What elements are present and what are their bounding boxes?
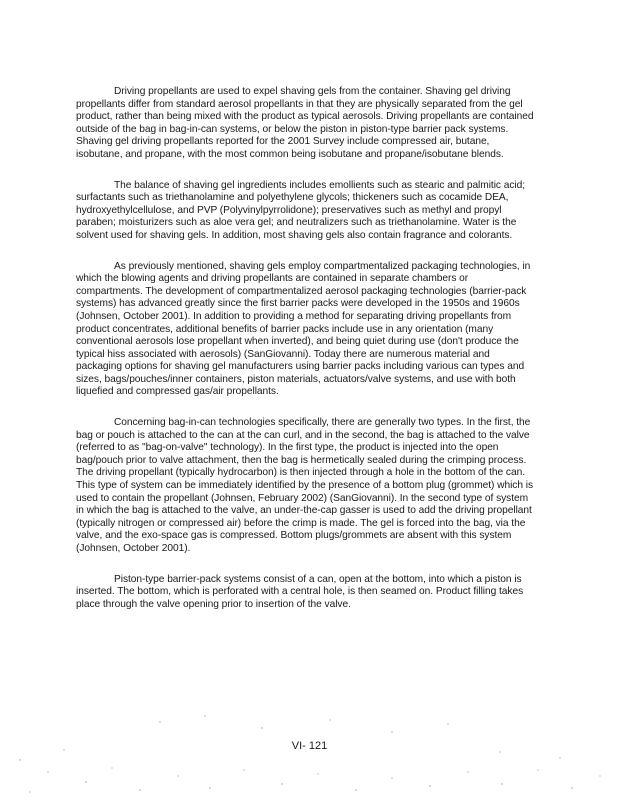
body-text — [76, 86, 536, 629]
paragraph-compartmentalized-packaging: As previously mentioned, shaving gels employ compartmentalized packaging technologies, in which the blowing agents and driving propellants are contained in separate chambers or compartments. The development of compartmentalized aerosol packaging technologies (barrier-pack systems) has advanced greatly since the first barrier packs were developed in the 1950s and 1960s (Johnsen, October 2001). In addition to providing a method for separating driving propellants from product concentrates, additional benefits of barrier packs include use in any orientation (many conventional aerosols lose propellant when inverted), and being quiet during use (don't produce the typical hiss associated with aerosols) (SanGiovanni). Today there are numerous material and packaging options for shaving gel manufacturers using barrier packs including various can types and sizes, bags/pouches/inner containers, piston materials, actuators/valve systems, and use with both liquefied and compressed gas/air propellants. — [76, 260, 531, 398]
paragraph-driving-propellants: Driving propellants are used to expel shaving gels from the container. Shaving gel driving propellants differ from standard aerosol propellants in that they are physically separated from the gel product, rather than being mixed with the product as typical aerosols. Driving propellants are contained outside of the bag in bag-in-can systems, or below the piston in piston-type barrier pack systems. Shaving gel driving propellants reported for the 2001 Survey include compressed air, butane, isobutane, and propane, with the most common being isobutane and propane/isobutane blends. — [76, 86, 534, 160]
paragraph-gel-ingredients: The balance of shaving gel ingredients includes emollients such as stearic and palmitic acid; surfactants such as triethanolamine and polyethylene glycols; thickeners such as cocamide DEA, hydroxyethylcellulose, and PVP (Polyvinylpyrrolidone); preservatives such as methyl and propyl paraben; moisturizers such as aloe vera gel; and neutralizers such as triethanolamine. Water is the solvent used for shaving gels. In addition, most shaving gels also contain fragrance and colorants. — [76, 179, 526, 241]
paragraph-piston-type: Piston-type barrier-pack systems consist of a can, open at the bottom, into which a piston is inserted. The bottom, which is perforated with a central hole, is then seamed on. Product filling takes place through the valve opening prior to insertion of the valve. — [76, 573, 524, 610]
paragraph-bag-in-can: Concerning bag-in-can technologies specifically, there are generally two types. In the first, the bag or pouch is attached to the can at the can curl, and in the second, the bag is attached to the valve (referred to as "bag-on-valve" technology). In the first type, the product is injected into the open bag/pouch prior to valve attachment, then the bag is hermetically sealed during the crimping process. The driving propellant (typically hydrocarbon) is then injected through a hole in the bottom of the can. This type of system can be immediately identified by the presence of a bottom plug (grommet) which is used to contain the propellant (Johnsen, February 2002) (SanGiovanni). In the second type of system in which the bag is attached to the valve, an under-the-cap gasser is used to add the driving propellant (typically nitrogen or compressed air) before the crimp is made. The gel is forced into the bag, via the valve, and the exo-space gas is compressed. Bottom plugs/grommets are absent with this system (Johnsen, October 2001). — [76, 417, 533, 554]
page-number: VI- 121 — [291, 740, 328, 752]
scan-speckles — [19, 715, 600, 792]
